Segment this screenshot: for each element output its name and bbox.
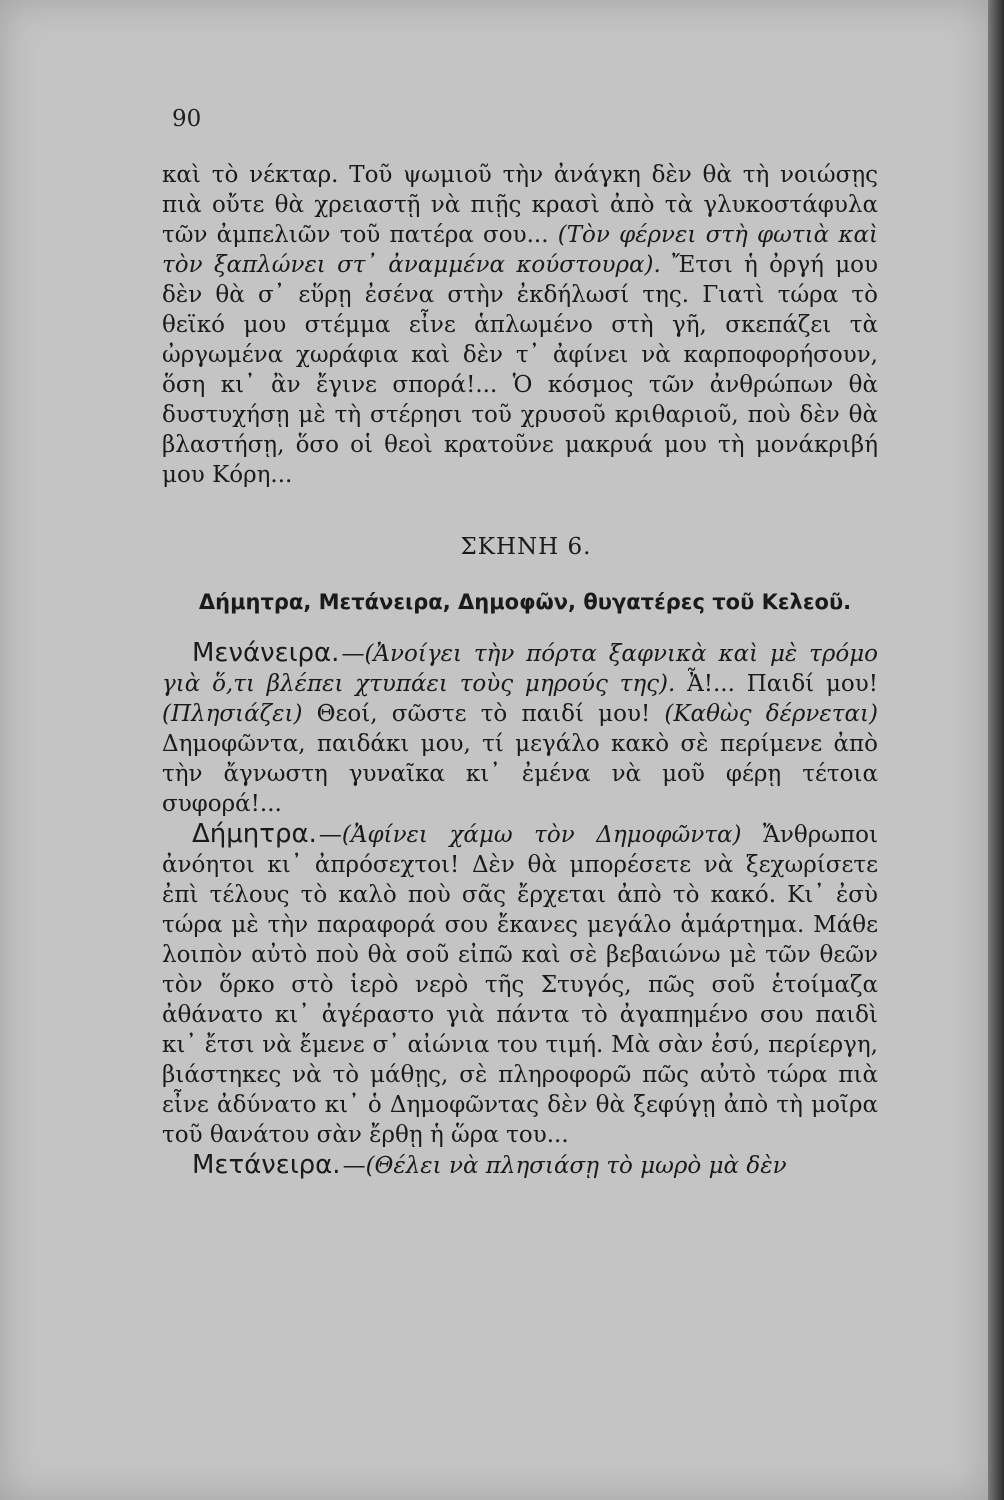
stage-direction: (Ἀφίνει χάμω τὸν Δημοφῶντα) bbox=[341, 822, 742, 848]
speech-text: Ἆ!... Παιδί μου! bbox=[687, 671, 878, 697]
page-text bbox=[162, 160, 878, 1181]
page-edge-shadow bbox=[988, 0, 1004, 1500]
paragraph-text-continued: Ἔτσι ἡ ὀργή μου δὲν θὰ σ᾿ εὕρῃ ἐσένα στὴν ἐκδήλωσί της. Γιατὶ τώρα τὸ θεϊκό μου στέμμα εἶνε ἁπλωμένο στὴ γῆ, σκεπάζει τὰ ὠργωμένα χωράφια καὶ δὲν τ᾿ ἀφίνει νὰ καρποφορήσουν, ὅση κι᾿ ἂν ἔγινε σπορά!... Ὁ κόσμος τῶν ἀνθρώπων θὰ δυστυχήσῃ μὲ τὴ στέρησι τοῦ χρυσοῦ κριθαριοῦ, ποὺ δὲν θὰ βλαστήσῃ, ὅσο οἱ θεοὶ κρατοῦνε μακρυά μου τὴ μονάκριβή μου Κόρη... bbox=[162, 252, 879, 488]
speech-metaneira-1 bbox=[162, 638, 878, 819]
speaker-name: Μετάνειρα. bbox=[192, 1150, 341, 1180]
scene-title: ΣΚΗΝΗ 6. bbox=[460, 534, 592, 560]
dash: — bbox=[341, 641, 365, 667]
page-number: 90 bbox=[172, 106, 202, 132]
stage-direction: (Πλησιάζει) bbox=[162, 701, 303, 727]
speaker-name: Μενάνειρα. bbox=[192, 638, 340, 668]
dash: — bbox=[342, 1153, 366, 1179]
stage-direction: (Θέλει νὰ πλησιάσῃ τὸ μωρὸ μὰ δὲν bbox=[365, 1153, 787, 1179]
stage-direction: (Ἀνοίγει τὴν πόρτα ξαφνικὰ καὶ μὲ τρόμο γιὰ ὅ,τι βλέπει χτυπάει τοὺς μηρούς της). bbox=[162, 641, 878, 697]
speech-demeter bbox=[162, 819, 878, 1150]
stage-direction: (Τὸν φέρνει στὴ φωτιὰ καὶ τὸν ξαπλώνει στ᾿ ἀναμμένα κούστουρα). bbox=[162, 222, 879, 278]
stage-direction: (Καθὼς δέρνεται) bbox=[664, 701, 879, 727]
speaker-name: Δήμητρα. bbox=[192, 819, 317, 849]
paragraph-text: καὶ τὸ νέκταρ. Τοῦ ψωμιοῦ τὴν ἀνάγκη δὲν θὰ τὴ νοιώσῃς πιὰ οὔτε θὰ χρειαστῇ νὰ πιῇς κρασὶ ἀπὸ τὰ γλυκοστάφυλα τῶν ἀμπελιῶν τοῦ πατέρα σου... bbox=[162, 162, 878, 248]
dash: — bbox=[318, 822, 342, 848]
speech-text: Δημοφῶντα, παιδάκι μου, τί μεγάλο κακὸ σὲ περίμενε ἀπὸ τὴν ἄγνωστη γυναῖκα κι᾿ ἐμένα νὰ μοῦ φέρῃ τέτοια συφορά!... bbox=[162, 731, 878, 817]
speech-text: Ἄνθρωποι ἀνόητοι κι᾿ ἀπρόσεχτοι! Δὲν θὰ μπορέσετε νὰ ξεχωρίσετε ἐπὶ τέλους τὸ καλὸ ποὺ σᾶς ἔρχεται ἀπὸ τὸ κακό. Κι᾿ ἐσὺ τώρα μὲ τὴν παραφορά σου ἔκανες μεγάλο ἁμάρτημα. Μάθε λοιπὸν αὐτὸ ποὺ θὰ σοῦ εἰπῶ καὶ σὲ βεβαιώνω μὲ τῶν θεῶν τὸν ὅρκο στὸ ἱερὸ νερὸ τῆς Στυγός, πῶς σοῦ ἑτοίμαζα ἀθάνατο κι᾿ ἀγέραστο γιὰ πάντα τὸ ἀγαπημένο σου παιδὶ κι᾿ ἔτσι νὰ ἔμενε σ᾿ αἰώνια του τιμή. Μὰ σὰν ἐσύ, περίεργη, βιάστηκες νὰ τὸ μάθῃς, σὲ πληροφορῶ πῶς αὐτὸ τώρα πιὰ εἶνε ἀδύνατο κι᾿ ὁ Δημοφῶντας δὲν θὰ ξεφύγῃ ἀπὸ τὴ μοῖρα τοῦ θανάτου σὰν ἔρθῃ ἡ ὥρα του... bbox=[162, 822, 878, 1148]
speech-metaneira-2 bbox=[162, 1150, 878, 1181]
paragraph-continuation bbox=[162, 160, 878, 490]
scene-cast: Δήμητρα, Μετάνειρα, Δημοφῶν, θυγατέρες τοῦ Κελεοῦ. bbox=[198, 590, 852, 614]
speech-text: Θεοί, σῶστε τὸ παιδί μου! bbox=[302, 701, 665, 727]
